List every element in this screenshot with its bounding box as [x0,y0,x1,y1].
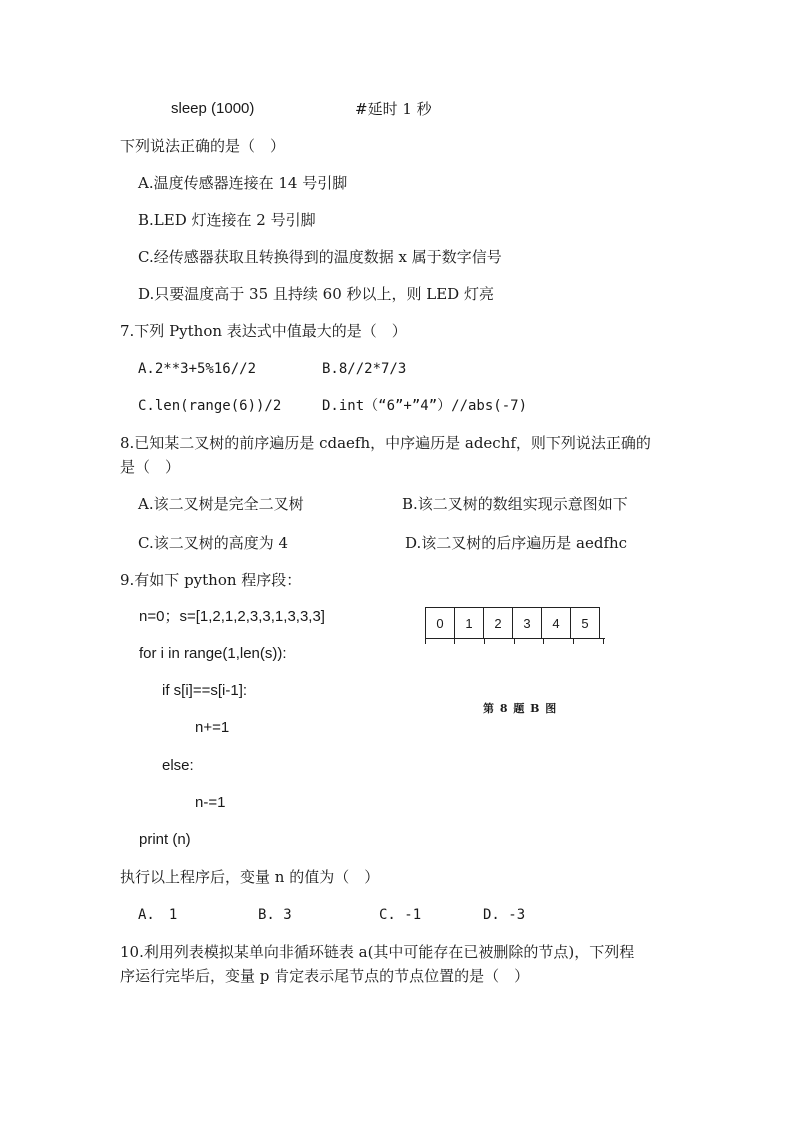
q10-stem-line1: 10.利用列表模拟某单向非循环链表 a(其中可能存在已被删除的节点)，下列程 [120,943,635,961]
array-cell: 5 [571,608,600,639]
sleep-code-line: sleep (1000) [171,100,255,117]
q8-option-a: A.该二叉树是完全二叉树 [138,495,304,513]
q8-option-b: B.该二叉树的数组实现示意图如下 [402,495,628,513]
q9-option-d: D. -3 [483,907,526,923]
array-cell: 2 [484,608,513,639]
q9-stem: 9.有如下 python 程序段： [120,571,302,589]
figure-caption: 第 8 题 B 图 [483,702,558,715]
q6-stem: 下列说法正确的是（ ） [120,137,286,155]
code-line-7: print (n) [139,831,191,848]
q6-option-b: B.LED 灯连接在 2 号引脚 [138,211,316,229]
code-line-1: n=0；s=[1,2,1,2,3,3,1,3,3,3] [139,608,325,625]
array-figure [425,607,600,639]
code-line-3: if s[i]==s[i-1]: [162,682,248,699]
q9-option-c: C. -1 [379,907,422,923]
q10-stem-line2: 序运行完毕后，变量 p 肯定表示尾节点的节点位置的是（ ） [120,967,530,985]
q9-option-a: A. 1 [138,907,178,923]
array-tick [454,639,455,644]
array-tick [573,639,574,644]
array-tick [514,639,515,644]
q6-option-d: D.只要温度高于 35 且持续 60 秒以上，则 LED 灯亮 [138,285,494,303]
array-tick [603,639,604,644]
array-cell: 3 [513,608,542,639]
q7-stem: 7.下列 Python 表达式中值最大的是（ ） [120,322,407,340]
q9-after: 执行以上程序后，变量 n 的值为（ ） [120,868,380,886]
array-bottom-row [425,638,605,653]
array-tick [484,639,485,644]
code-line-2: for i in range(1,len(s)): [139,645,287,662]
q6-option-a: A.温度传感器连接在 14 号引脚 [138,174,348,192]
q9-option-b: B. 3 [258,907,292,923]
array-cell: 0 [426,608,455,639]
q8-stem-line2: 是（ ） [120,458,181,476]
array-tick [543,639,544,644]
q7-option-d: D.int（“6”+”4”）//abs(-7) [322,398,528,414]
q6-option-c: C.经传感器获取且转换得到的温度数据 x 属于数字信号 [138,248,502,266]
q7-option-c: C.len(range(6))/2 [138,398,282,414]
code-line-5: else: [162,757,194,774]
array-cell: 1 [455,608,484,639]
array-cell: 4 [542,608,571,639]
q7-option-b: B.8//2*7/3 [322,361,407,377]
q7-option-a: A.2**3+5%16//2 [138,361,257,377]
q8-option-c: C.该二叉树的高度为 4 [138,534,289,552]
code-line-6: n-=1 [195,794,226,811]
code-line-4: n+=1 [195,719,230,736]
q8-stem-line1: 8.已知某二叉树的前序遍历是 cdaefh，中序遍历是 adechf，则下列说法正确的 [120,434,651,452]
sleep-comment: #延时 1 秒 [355,100,432,118]
array-tick [425,639,426,644]
q8-option-d: D.该二叉树的后序遍历是 aedfhc [405,534,628,552]
